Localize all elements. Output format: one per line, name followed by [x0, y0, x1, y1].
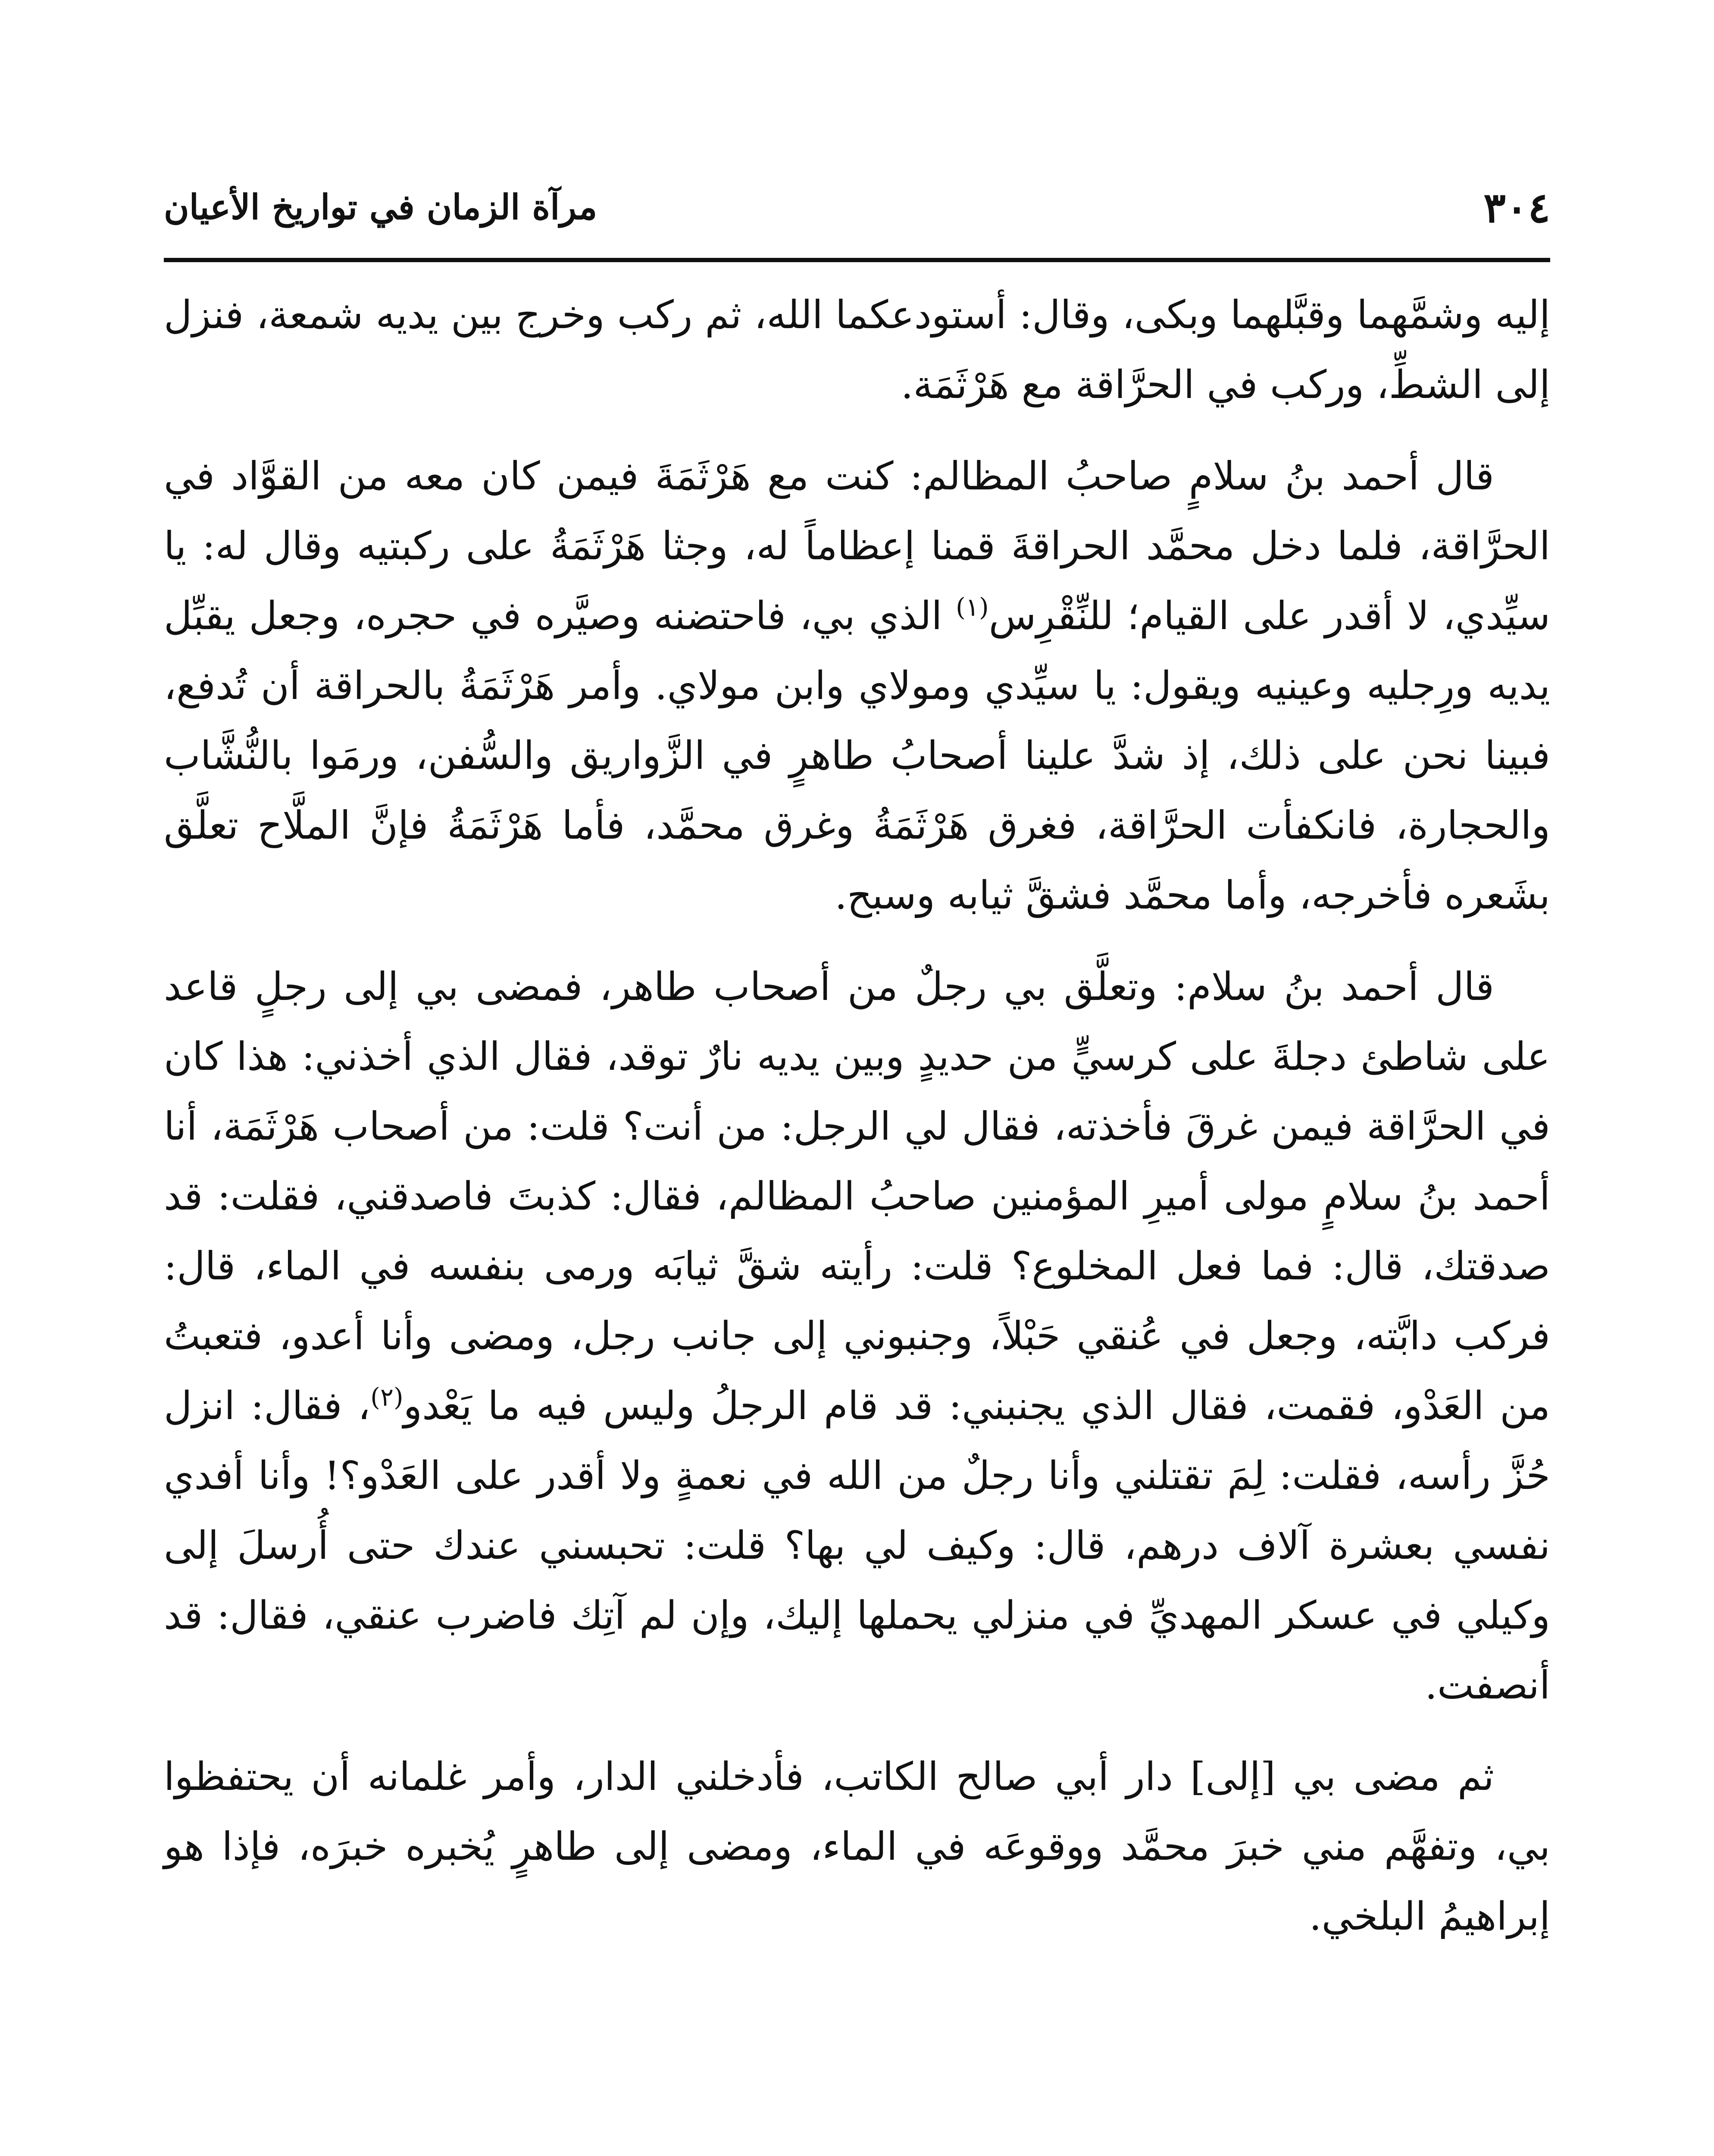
paragraph-1 [164, 280, 1550, 420]
paragraph-2-text-a: قال أحمد بنُ سلامٍ صاحبُ المظالم: كنت مع هَرْثَمَةَ فيمن كان معه من القوَّاد في الحرَّاقة، فلما دخل محمَّد الحراقةَ قمنا إعظاماً له، وجثا هَرْثَمَةُ على ركبتيه وقال له: يا سيِّدي، لا أقدر على القيام؛ للنِّقْرِس [164, 454, 1550, 639]
paragraph-4 [164, 1742, 1550, 1952]
paragraph-3-text-a: قال أحمد بنُ سلام: وتعلَّق بي رجلٌ من أصحاب طاهر، فمضى بي إلى رجلٍ قاعد على شاطئ دجلةَ على كرسيٍّ من حديدٍ وبين يديه نارٌ توقد، فقال الذي أخذني: هذا كان في الحرَّاقة فيمن غرقَ فأخذته، فقال لي الرجل: من أنت؟ قلت: من أصحاب هَرْثَمَة، أنا أحمد بنُ سلامٍ مولى أميرِ المؤمنين صاحبُ المظالم، فقال: كذبتَ فاصدقني، فقلت: قد صدقتك، قال: فما فعل المخلوع؟ قلت: رأيته شقَّ ثيابَه ورمى بنفسه في الماء، قال: فركب دابَّته، وجعل في عُنقي حَبْلاً، وجنبوني إلى جانب رجل، ومضى وأنا أعدو، فتعبتُ من العَدْو، فقمت، فقال الذي يجنبني: قد قام الرجلُ وليس فيه ما يَعْدو [164, 964, 1550, 1429]
paragraph-4-text: ثم مضى بي [إلى] دار أبي صالح الكاتب، فأدخلني الدار، وأمر غلمانه أن يحتفظوا بي، وتفهَّم مني خبرَ محمَّد ووقوعَه في الماء، ومضى إلى طاهرٍ يُخبره خبرَه، فإذا هو إبراهيمُ البلخي. [164, 1754, 1550, 1939]
paragraph-3-text-b: ، فقال: انزل حُزَّ رأسه، فقلت: لِمَ تقتلني وأنا رجلٌ من الله في نعمةٍ ولا أقدر على العَدْو؟! وأنا أفدي نفسي بعشرة آلاف درهم، قال: وكيف لي بها؟ قلت: تحبسني عندك حتى أُرسلَ إلى وكيلي في عسكر المهديِّ في منزلي يحملها إليك، وإن لم آتِك فاضرب عنقي، فقال: قد أنصفت. [164, 1383, 1550, 1708]
page-number: ٣٠٤ [1483, 183, 1550, 232]
main-text [164, 280, 1550, 1973]
footnote-ref-2[interactable]: (٢) [370, 1382, 403, 1412]
footnote-ref-1[interactable]: (١) [956, 592, 989, 622]
paragraph-2 [164, 442, 1550, 931]
running-title: مرآة الزمان في تواريخ الأعيان [164, 187, 597, 227]
header-divider [164, 258, 1550, 262]
paragraph-3 [164, 952, 1550, 1720]
paragraph-1-text: إليه وشمَّهما وقبَّلهما وبكى، وقال: أستودعكما الله، ثم ركب وخرج بين يديه شمعة، فنزل إلى الشطِّ، وركب في الحرَّاقة مع هَرْثَمَة. [164, 292, 1550, 407]
paragraph-2-text-b: الذي بي، فاحتضنه وصيَّره في حجره، وجعل يقبِّل يديه ورِجليه وعينيه ويقول: يا سيِّدي ومولاي وابن مولاي. وأمر هَرْثَمَةُ بالحراقة أن تُدفع، فبينا نحن على ذلك، إذ شدَّ علينا أصحابُ طاهرٍ في الزَّواريق والسُّفن، ورمَوا بالنُّشَّاب والحجارة، فانكفأت الحرَّاقة، فغرق هَرْثَمَةُ وغرق محمَّد، فأما هَرْثَمَةُ فإنَّ الملَّاح تعلَّق بشَعره فأخرجه، وأما محمَّد فشقَّ ثيابه وسبح. [164, 593, 1550, 918]
page-header [164, 155, 1550, 241]
